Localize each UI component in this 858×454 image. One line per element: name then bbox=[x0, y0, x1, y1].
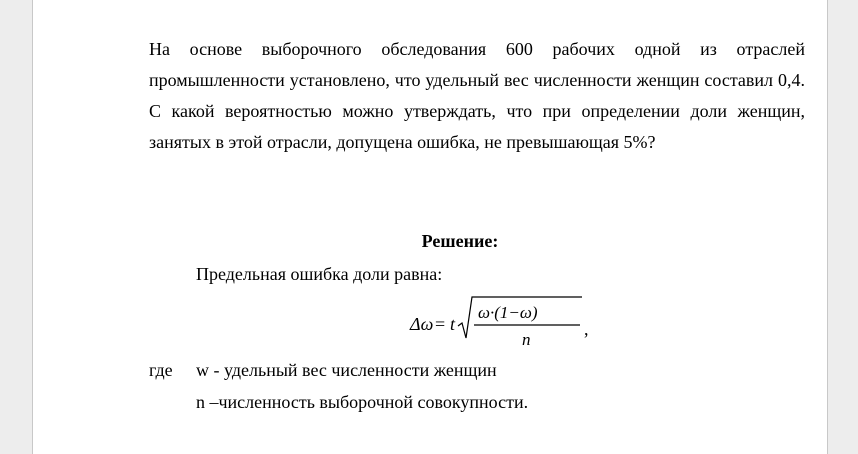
problem-statement: На основе выборочного обследования 600 рабочих одной из отраслей промышленности установлено, что удельный вес численности женщин составил 0,4. С какой вероятностью можно утверждать, что при определении доли женщин, занятых в этой отрасли, допущена ошибка, не превышающая 5%? bbox=[149, 39, 805, 152]
formula-t: t bbox=[450, 314, 456, 334]
formula-trailing-comma: , bbox=[584, 319, 589, 339]
formula-equals: = bbox=[435, 314, 446, 334]
formula-lhs: Δω bbox=[410, 314, 434, 334]
margin-of-error-formula bbox=[408, 292, 598, 354]
document-page bbox=[32, 0, 828, 454]
formula-numerator: ω·(1−ω) bbox=[478, 303, 538, 322]
formula-denominator: n bbox=[522, 330, 531, 349]
where-word: где bbox=[149, 360, 173, 380]
definition-n: n –численность выборочной совокупности. bbox=[196, 392, 529, 412]
formula-intro: Предельная ошибка доли равна: bbox=[196, 264, 443, 284]
definition-w: w - удельный вес численности женщин bbox=[196, 360, 497, 380]
solution-heading: Решение: bbox=[421, 231, 499, 251]
formula-svg bbox=[408, 292, 598, 354]
